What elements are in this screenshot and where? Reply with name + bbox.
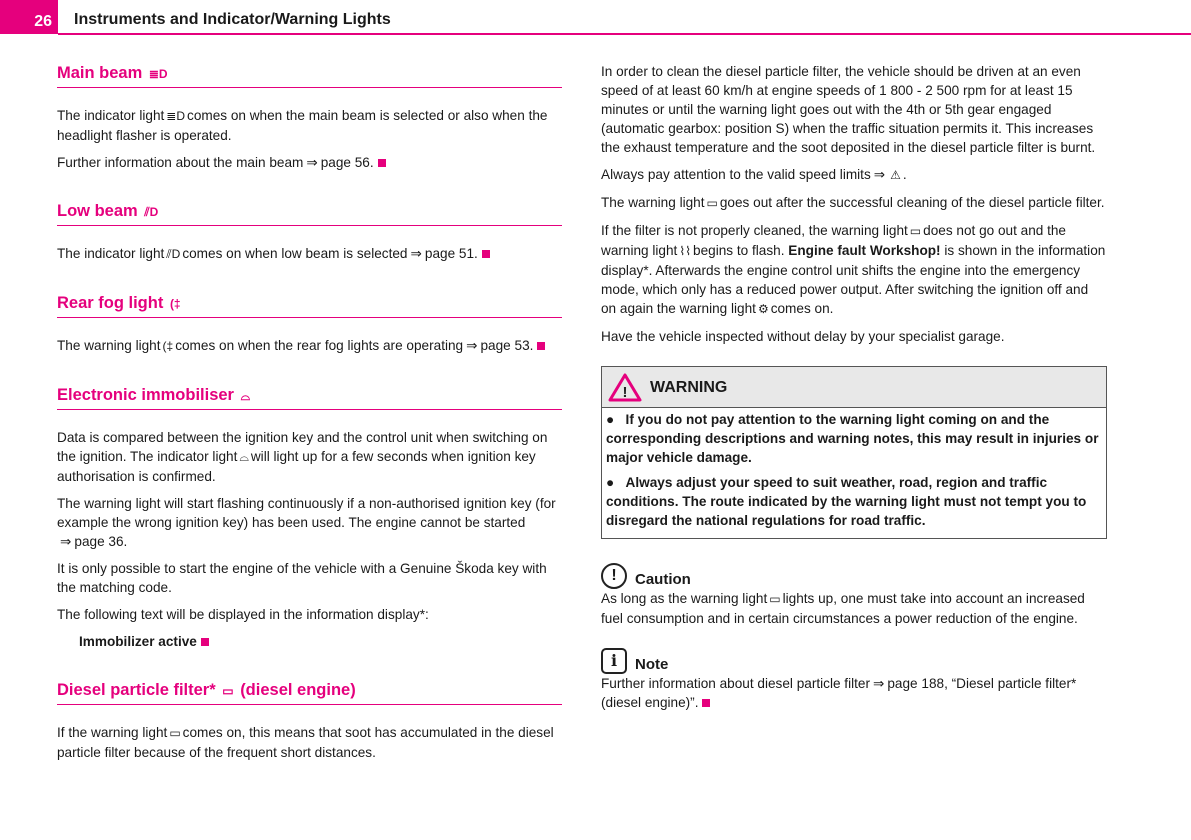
caution-box: ! Caution As long as the warning light ▭ lights up, one must take into account an increased fuel consumption and in certain circumstances a power reduction of the engine. [601,563,1107,628]
page-reference-link[interactable]: page 56. [320,155,374,170]
glow-plug-icon: ⌇⌇ [679,244,692,258]
section-immobiliser: Electronic immobiliser ⌓ Data is compared between the ignition key and the control unit when switching on the ignition. The indicator light ⌓ will light up for a few seconds when ignition key authorisation is confirmed. The warning light will start flashing continuously if a non-authorised ignition key (for example the wrong ignition key) has been used. The engine cannot be started ⇒ page 36. It is only possible to start the engine of the vehicle with a Genuine Škoda key with the matching code. The following text will be displayed in the information display*: Immobilizer active [57,384,562,651]
page-reference-link[interactable]: page 53. [480,338,534,353]
section-title: Diesel particle filter* ▭ (diesel engine) [57,679,562,705]
svg-text:!: ! [622,384,628,401]
rear-fog-icon: (‡ [162,339,174,353]
warning-item: ● Always adjust your speed to suit weather, road, region and traffic conditions. The route indicated by the warning light must not tempt you to disregard the national regulations for road traffic. [606,475,1087,528]
low-beam-icon: ⫽D [144,205,159,219]
display-text: Immobilizer active [79,634,197,649]
section-main-beam: Main beam ≣D The indicator light ≣D comes on when the main beam is selected or also when the headlight flasher is operated. Further information about the main beam ⇒ page 56. [57,62,562,172]
particle-filter-icon: ▭ [169,726,181,740]
info-note-icon: i [601,648,627,674]
end-marker-icon [201,638,209,646]
left-column [57,62,562,790]
arrow-icon: ⇒ [873,167,886,182]
section-title: Electronic immobiliser ⌓ [57,384,562,410]
page-reference-link[interactable]: page 36. [74,534,128,549]
section-low-beam: Low beam ⫽D The indicator light ⫽D comes on when low beam is selected ⇒ page 51. [57,200,562,264]
page-number: 26 [0,0,58,34]
right-column: In order to clean the diesel particle filter, the vehicle should be driven at an even speed of at least 60 km/h at engine speeds of 1 800 - 2 500 rpm for at least 15 minutes or until the warning light goes out with the 4th or 5th gear engaged (automatic gearbox: position S) when the traffic situation permits it. This increases the exhaust temperature and the soot deposited in the diesel particle filter is burnt. Always pay attention to the valid speed limits ⇒ ⚠ . The warning light ▭ goes out after the successful cleaning of the diesel particle filter. If the filter is not properly cleaned, the warning light ▭ does not go out and the warning light ⌇⌇ begins to flash. Engine fault Workshop! is shown in the information display*. Afterwards the engine control unit shifts the engine into the emergency mode, which only has a reduced power output. After switching the ignition off and on again the warning light ⚙ comes on. Have the vehicle inspected without delay by your specialist garage. ! WARNING ● If you do not pay attention to the warning light coming on and the corresponding descriptions and warning notes, this may result in injuries or major vehicle damage. ● Always adjust your speed to suit weather, road, region and traffic conditions. The route indicated by the warning light must not tempt you to disregard the national regulations for road traffic. ! Caution As long as the warning light ▭ lights up, one must take into account an increased fuel consumption and in certain circumstances a power reduction of the engine. i Note Further information about diesel particle filter ⇒ page 188, “Diesel particle filter* (diesel engine)”. [601,64,1106,710]
page-reference-link[interactable]: page 51. [424,246,478,261]
section-rear-fog: Rear fog light (‡ The warning light (‡ comes on when the rear fog lights are operating ⇒ page 53. [57,292,562,356]
arrow-icon: ⇒ [466,338,478,353]
low-beam-icon: ⫽D [166,247,181,261]
warning-box [601,366,1107,539]
warning-title: WARNING [650,378,728,396]
section-title: Rear fog light (‡ [57,292,562,318]
car-key-icon: ⌓ [239,450,249,464]
header-rule [58,33,1191,35]
end-marker-icon [537,342,545,350]
page-header-title: Instruments and Indicator/Warning Lights [74,11,391,28]
particle-filter-icon: ▭ [769,592,781,606]
particle-filter-icon: ▭ [222,684,234,698]
rear-fog-icon: (‡ [169,297,181,311]
engine-icon: ⚙ [757,302,769,316]
note-box: i Note Further information about diesel particle filter ⇒ page 188, “Diesel particle filter* (diesel engine)”. [601,648,1107,712]
arrow-icon: ⇒ [410,246,422,261]
arrow-icon: ⇒ [872,676,885,691]
particle-filter-icon: ▭ [909,224,922,238]
warning-triangle-icon [608,372,642,402]
section-title: Main beam ≣D [57,62,562,88]
particle-filter-icon: ▭ [706,196,718,210]
caution-icon: ! [601,563,627,589]
end-marker-icon [702,699,710,707]
page-reference-link[interactable]: page 188, “Diesel particle filter* (diesel engine)”. [601,676,1077,710]
main-beam-icon: ≣D [166,109,186,123]
end-marker-icon [482,250,490,258]
end-marker-icon [378,159,386,167]
warning-item: ● If you do not pay attention to the warning light coming on and the corresponding descriptions and warning notes, this may result in injuries or major vehicle damage. [606,412,1099,465]
arrow-icon: ⇒ [60,534,72,549]
section-title: Low beam ⫽D [57,200,562,226]
main-beam-icon: ≣D [148,67,168,81]
section-dpf: Diesel particle filter* ▭ (diesel engine) If the warning light ▭ comes on, this means that soot has accumulated in the diesel particle filter because of the frequent short distances. [57,679,562,762]
warning-triangle-icon: ⚠ [890,168,901,182]
car-key-icon: ⌓ [240,389,251,403]
arrow-icon: ⇒ [306,155,318,170]
